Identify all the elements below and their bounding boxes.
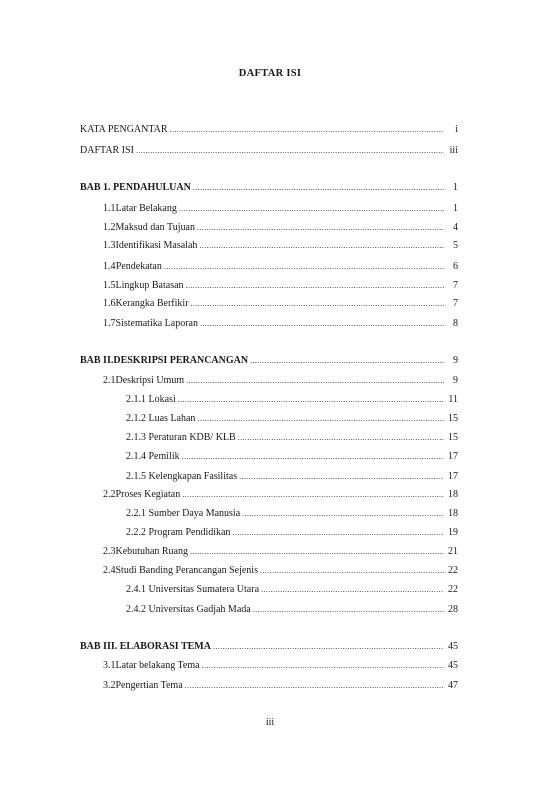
toc-entry-page: 11	[448, 394, 458, 405]
toc-entry-number: 3.2	[103, 680, 116, 691]
toc-entry-page: 21	[448, 546, 458, 557]
toc-entry	[126, 508, 458, 520]
toc-entry-number: 1.7	[103, 318, 116, 329]
toc-entry-label: 2.2.1 Sumber Daya Manusia	[126, 508, 241, 519]
toc-dot-leader	[199, 240, 444, 252]
toc-entry-label: Kerangka Berfikir	[115, 298, 189, 309]
toc-entry	[103, 565, 458, 577]
toc-entry-page: i	[455, 124, 458, 135]
toc-entry-label: Deskripsi Umum	[115, 375, 185, 386]
toc-entry-number: 1.2	[103, 222, 116, 233]
toc-entry-page: 45	[448, 660, 458, 671]
toc-entry-page: 17	[448, 471, 458, 482]
toc-entry-label: Latar belakang Tema	[115, 660, 200, 671]
toc-entry	[103, 222, 458, 234]
toc-entry	[126, 451, 458, 463]
toc-dot-leader	[232, 527, 444, 539]
toc-entry-label: 2.1.2 Luas Lahan	[126, 413, 196, 424]
toc-entry-page: 5	[453, 240, 458, 251]
toc-entry-page: 19	[448, 527, 458, 538]
toc-entry-label: Kebutuhan Ruang	[115, 546, 188, 557]
toc-entry	[80, 145, 458, 157]
toc-entry-page: 22	[448, 584, 458, 595]
toc-dot-leader	[190, 546, 444, 558]
toc-dot-leader	[193, 182, 444, 194]
toc-entry-number: 2.2	[103, 489, 116, 500]
toc-entry-number: 2.4	[103, 565, 116, 576]
toc-entry-label: Proses Kegiatan	[115, 489, 181, 500]
toc-entry-page: 9	[453, 375, 458, 386]
toc-entry-label: Pendekatan	[115, 261, 162, 272]
toc-entry-label: DAFTAR ISI	[80, 145, 134, 156]
toc-entry-page: 47	[448, 680, 458, 691]
toc-entry-page: 7	[453, 298, 458, 309]
page-number: iii	[265, 717, 275, 728]
toc-entry-number: 1.5	[103, 280, 116, 291]
toc-dot-leader	[136, 145, 444, 157]
toc-entry	[80, 124, 458, 136]
toc-entry-page: 9	[453, 355, 458, 366]
toc-entry	[103, 489, 458, 501]
toc-entry	[126, 394, 458, 406]
toc-entry-page: 7	[453, 280, 458, 291]
toc-entry-label: 2.4.1 Universitas Sumatera Utara	[126, 584, 260, 595]
toc-dot-leader	[239, 471, 444, 483]
page-title: DAFTAR ISI	[238, 68, 302, 79]
toc-dot-leader	[178, 394, 444, 406]
toc-dot-leader	[200, 318, 444, 330]
toc-entry	[126, 604, 458, 616]
toc-entry-label: 2.1.3 Peraturan KDB/ KLB	[126, 432, 236, 443]
toc-entry-label: 2.1.1 Lokasi	[126, 394, 176, 405]
toc-entry	[103, 261, 458, 273]
toc-entry-label: 2.2.2 Program Pendidikan	[126, 527, 231, 538]
toc-entry	[103, 280, 458, 292]
toc-entry-number: 2.1	[103, 375, 116, 386]
toc-entry-number: 1.6	[103, 298, 116, 309]
toc-entry-number: 1.1	[103, 203, 116, 214]
toc-dot-leader	[213, 641, 444, 653]
toc-entry	[126, 432, 458, 444]
toc-dot-leader	[186, 375, 444, 387]
toc-entry-label: 2.1.5 Kelengkapan Fasilitas	[126, 471, 238, 482]
toc-entry-number: 3.1	[103, 660, 116, 671]
toc-entry	[103, 240, 458, 252]
toc-entry-label: BAB II.DESKRIPSI PERANCANGAN	[80, 355, 249, 366]
toc-entry	[80, 641, 458, 653]
toc-entry-page: 28	[448, 604, 458, 615]
toc-entry-label: Identifikasi Masalah	[115, 240, 198, 251]
toc-entry-number: 1.4	[103, 261, 116, 272]
toc-entry	[80, 182, 458, 194]
toc-entry-page: 8	[453, 318, 458, 329]
toc-entry	[126, 471, 458, 483]
toc-entry-label: Pengertian Tema	[115, 680, 183, 691]
toc-entry-label: 2.1.4 Pemilik	[126, 451, 180, 462]
toc-entry-number: 2.3	[103, 546, 116, 557]
toc-entry-page: iii	[449, 145, 458, 156]
toc-dot-leader	[250, 355, 444, 367]
toc-entry-label: Lingkup Batasan	[115, 280, 184, 291]
toc-entry-label: BAB 1. PENDAHULUAN	[80, 182, 191, 193]
toc-entry	[126, 584, 458, 596]
toc-entry-label: Maksud dan Tujuan	[115, 222, 195, 233]
toc-dot-leader	[185, 680, 444, 692]
toc-dot-leader	[202, 660, 444, 672]
toc-entry-label: KATA PENGANTAR	[80, 124, 168, 135]
toc-entry-page: 18	[448, 489, 458, 500]
toc-entry	[80, 355, 458, 367]
toc-dot-leader	[238, 432, 444, 444]
toc-entry	[103, 660, 458, 672]
toc-entry-page: 18	[448, 508, 458, 519]
toc-entry-page: 15	[448, 432, 458, 443]
toc-dot-leader	[179, 203, 444, 215]
toc-entry-label: BAB III. ELABORASI TEMA	[80, 641, 211, 652]
toc-dot-leader	[261, 584, 444, 596]
toc-entry-number: 1.3	[103, 240, 116, 251]
toc-entry-label: 2.4.2 Universitas Gadjah Mada	[126, 604, 251, 615]
toc-dot-leader	[253, 604, 444, 616]
toc-entry	[103, 546, 458, 558]
toc-entry-label: Sistematika Laporan	[115, 318, 198, 329]
toc-entry-label: Studi Banding Perancangan Sejenis	[115, 565, 258, 576]
toc-entry	[103, 680, 458, 692]
toc-entry-page: 1	[453, 182, 458, 193]
toc-entry-page: 1	[453, 203, 458, 214]
toc-entry-label: Latar Belakang	[115, 203, 177, 214]
toc-dot-leader	[242, 508, 444, 520]
toc-dot-leader	[170, 124, 444, 136]
toc-dot-leader	[197, 413, 444, 425]
toc-dot-leader	[164, 261, 444, 273]
toc-dot-leader	[182, 489, 444, 501]
toc-entry-page: 4	[453, 222, 458, 233]
toc-entry-page: 45	[448, 641, 458, 652]
toc-entry-page: 22	[448, 565, 458, 576]
toc-entry-page: 17	[448, 451, 458, 462]
toc-entry	[103, 318, 458, 330]
toc-dot-leader	[197, 222, 444, 234]
toc-dot-leader	[182, 451, 444, 463]
toc-entry	[103, 203, 458, 215]
toc-entry	[126, 413, 458, 425]
toc-entry	[126, 527, 458, 539]
toc-entry	[103, 298, 458, 310]
toc-dot-leader	[260, 565, 444, 577]
toc-entry	[103, 375, 458, 387]
toc-entry-page: 15	[448, 413, 458, 424]
toc-dot-leader	[191, 298, 444, 310]
toc-dot-leader	[186, 280, 444, 292]
toc-entry-page: 6	[453, 261, 458, 272]
